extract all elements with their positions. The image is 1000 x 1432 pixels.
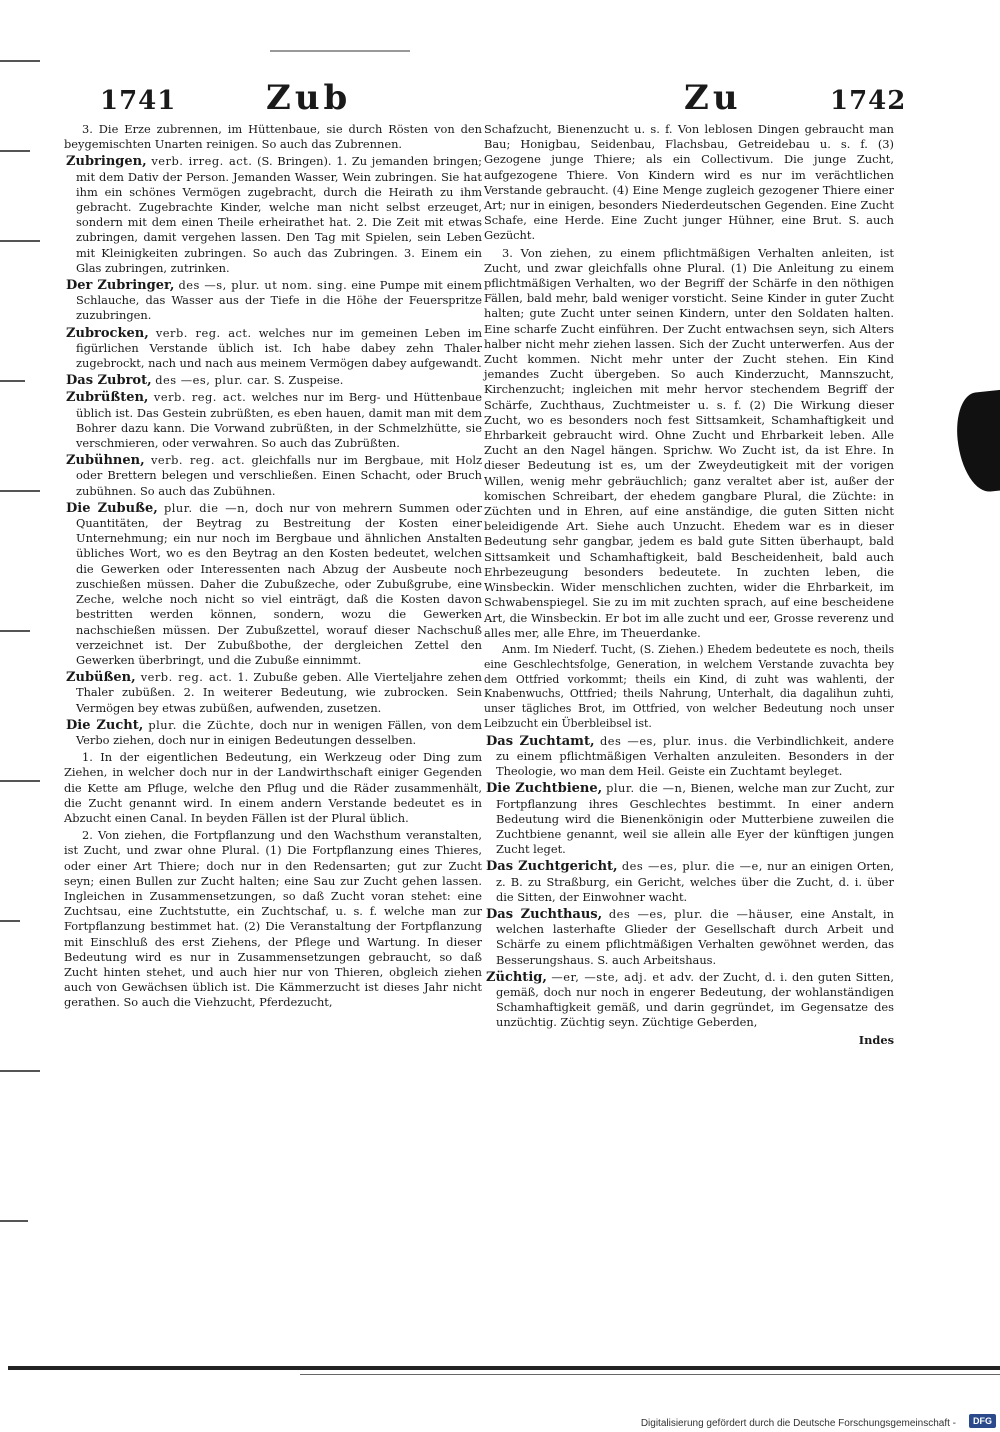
right-catchword: Zu <box>684 78 742 118</box>
bottom-rule-thin <box>300 1374 1000 1375</box>
entry-definition: der Zucht, d. i. den guten Sitten, gemäß, doch nur noch in engerer Bedeutung, der wohlanständigen Schamhaftigkeit gemäß, und darin gegründet, im Gegensatze des unzüchtig. Züchtig seyn. Züchtige Geberden, <box>496 969 894 1030</box>
entry-headword: Zubühnen, <box>66 453 145 469</box>
dictionary-entry <box>64 453 482 499</box>
entry-definition: (S. Bringen). 1. Zu jemanden bringen; mit dem Dativ der Person. Jemanden Wasser, Wein zubringen. Sie hat ihm ein schönes Vermögen zugebracht, durch die Heirath zu ihm gebracht. Zugebrachte Kinder, welche man nicht selbst erzeuget, sondern mit dem einen Theile erheirathet hat. 2. Die Zeit mit etwas zubringen, damit vergehen lassen. Den Tag mit Spielen, sein Leben mit Kleinigkeiten zubringen. So auch das Zubringen. 3. Einem ein Glas zubringen, zutrinken. <box>76 154 483 275</box>
left-page-number: 1741 <box>100 86 177 116</box>
top-rule-mark <box>270 50 410 52</box>
page-catchword: Indes <box>858 1032 894 1047</box>
dictionary-entry <box>484 970 894 1031</box>
entry-sense: 3. Von ziehen, zu einem pflichtmäßigen Verhalten anleiten, ist Zucht, und zwar gleichfalls ohne Plural. (1) Die Anleitung zu einem pflichtmäßigen Verhalten, wo der Begriff der Schärfe in den nöthigen Fällen, bald mehr, bald weniger vorsticht. Seine Kinder in guter Zucht halten; gute Zucht unter seinen Kindern, unter den Soldaten halten. Eine scharfe Zucht einführen. Der Zucht entwachsen seyn, sich Alters halber nicht mehr ziehen lassen. Sich der Zucht unterwerfen. Aus der Zucht kommen. Nicht mehr unter der Zucht stehen. Ein Kind jemandes Zucht übergeben. So auch Kinderzucht, Mannszucht, Kirchenzucht; ingleichen mit mehr hervor stechendem Begriff der Schärfe, Zuchthaus, Zuchtmeister u. s. f. (2) Die Wirkung dieser Zucht, wo es besonders noch fest Sittsamkeit, Schamhaftigkeit und Ehrbarkeit gebraucht wird. Ohne Zucht und Ehrbarkeit leben. Alle Zucht an den Nagel hängen. Sprichw. Wo Zucht ist, da ist Ehre. In dieser Bedeutung ist es, um der Zweydeutigkeit mit der vorigen Willen, wenig mehr gebräuchlich; ganz veraltet aber ist, außer der komischen Schreibart, der ehedem gangbare Plural, die Züchte: in Züchten und in Ehren, auf eine anständige, die guten Sitten nicht beleidigende Art. Siehe auch Unzucht. Ehedem war es in dieser Bedeutung sehr gangbar, jedem es bald gute Sitten überhaupt, bald Sittsamkeit und Schamhaftigkeit, bald Bescheidenheit, bald auch Ehrbezeugung besonders bedeutete. In zuchten leben, die Winsbeckin. Wider menschlichen zuchten, wider die Ehrbarkeit, im Schwabenspiegel. Sie zu im mit zuchten sprach, auf eine bescheidene Art, die Winsbeckin. Er bot im alle zucht und eer, Grosse reverenz und alles mer, alle Ehre, im Theuerdanke. <box>484 245 894 640</box>
dictionary-entry <box>484 734 894 780</box>
entry-grammar: verb. reg. act. <box>155 325 252 340</box>
entry-grammar: verb. reg. act. <box>140 670 233 685</box>
entry-definition: eine Anstalt, in welchen lasterhafte Glieder der Gesellschaft durch Arbeit und Schärfe zu einem pflichtmäßigen Verhalten gewöhnet werden, das Besserungshaus. S. auch Arbeitshaus. <box>496 906 895 967</box>
entry-headword: Zubrüßten, <box>66 390 149 406</box>
entry-grammar: plur. die —n, <box>164 500 250 515</box>
entry-headword: Züchtig, <box>486 969 547 985</box>
dictionary-entry <box>64 501 482 668</box>
entry-grammar: des —es, plur. die —e, <box>621 859 763 874</box>
bottom-rule <box>8 1366 1000 1370</box>
dictionary-entry <box>64 390 482 451</box>
entry-headword: Die Zuchtbiene, <box>486 781 603 797</box>
entry-definition: 1. Zubuße geben. Alle Vierteljahre zehen Thaler zubüßen. 2. In weiterer Bedeutung, wie zubrocken. Sein Vermögen bey etwas zubüßen, aufwenden, zusetzen. <box>76 670 482 715</box>
entry-definition: S. Zuspeise. <box>273 373 344 388</box>
entry-definition: welches nur im gemeinen Leben im figürlichen Verstande üblich ist. Ich habe dabey zehn Thaler zugebrockt, nach und nach aus meinem Vermögen dabey aufgewandt. <box>76 325 483 371</box>
right-column <box>484 122 894 1050</box>
entry-sense: 3. Die Erze zubrennen, im Hüttenbaue, sie durch Rösten von den beygemischten Unarten reinigen. So auch das Zubrennen. <box>64 122 482 152</box>
entry-grammar: des —s, plur. ut nom. sing. <box>178 278 348 293</box>
entry-definition: nur an einigen Orten, z. B. zu Straßburg, ein Gericht, welches über die Zucht, d. i. über die Sitten, der Einwohner wacht. <box>496 859 895 904</box>
entry-headword: Das Zubrot, <box>66 373 152 389</box>
entry-headword: Zubüßen, <box>66 670 136 686</box>
entry-sense: 1. In der eigentlichen Bedeutung, ein Werkzeug oder Ding zum Ziehen, in welcher doch nur in der Landwirthschaft einiger Gegenden die Kette am Pfluge, welche den Pflug und die Räder zusammenhält, die Zucht genannt wird. In einem andern Verstande bedeutet es in Abzucht einen Canal. In beyden Fällen ist der Plural üblich. <box>64 750 482 825</box>
entry-grammar: plur. die —n, <box>606 781 687 796</box>
dictionary-entry <box>64 326 482 372</box>
dictionary-entry <box>64 373 482 388</box>
left-column <box>64 122 482 1013</box>
dictionary-entry <box>64 154 482 276</box>
entry-grammar: verb. reg. act. <box>150 453 246 468</box>
dfg-logo: DFG <box>969 1414 996 1428</box>
entry-definition: doch nur von mehrern Summen oder Quantitäten, der Beytrag zu Bestreitung der Kosten einer Unternehmung; ein nur noch im Bergbaue und ähnlichen Anstalten übliches Wort, wo es den Beytrag an den Kosten bedeutet, welchen die Gewerken oder Interessenten nach Abzug der Ausbeute noch zuschießen müssen. Daher die Zubußzeche, oder Zubußgrube, eine Zeche, welche noch nicht so viel einträgt, daß die Kosten davon bestritten werden können, sondern, wozu die Gewerken nachschießen müssen. Der Zubußzettel, worauf dieser Nachschuß verzeichnet ist. Der Zubußbothe, der dergleichen Zettel den Gewerken überbringt, und die Zubuße einnimmt. <box>76 500 483 667</box>
entry-grammar: des —es, plur. car. <box>155 373 271 388</box>
right-page-number: 1742 <box>830 86 907 116</box>
entry-headword: Das Zuchtgericht, <box>486 859 618 875</box>
entry-sense: Schafzucht, Bienenzucht u. s. f. Von leblosen Dingen gebraucht man Bau; Honigbau, Seidenbau, Flachsbau, Getreidebau u. s. f. (3) Gezogene junge Thiere; als ein Collectivum. Die junge Zucht, aufgezogene Thiere. Von Kindern wird es nur im verächtlichen Verstande gebraucht. (4) Eine Menge zugleich gezogener Thiere einer Art; nur in einigen, besonders Niederdeutschen Gegenden. Eine Zucht Schafe, eine Herde. Eine Zucht junger Hühner, eine Brut. S. auch Gezücht. <box>484 122 894 243</box>
entry-grammar: des —es, plur. inus. <box>600 733 728 748</box>
entry-headword: Das Zuchthaus, <box>486 906 603 922</box>
entry-headword: Zubrocken, <box>66 325 149 341</box>
digitization-credit: Digitalisierung gefördert durch die Deutsche Forschungsgemeinschaft - <box>640 1418 956 1429</box>
entry-headword: Das Zuchtamt, <box>486 733 595 749</box>
entry-headword: Die Zucht, <box>66 717 144 733</box>
entry-grammar: plur. die Züchte, <box>148 717 255 732</box>
dictionary-entry <box>484 859 894 905</box>
entry-definition: eine Pumpe mit einem Schlauche, das Wasser aus der Tiefe in die Höhe der Feuerspritze zuzubringen. <box>76 278 482 323</box>
entry-definition: die Verbindlichkeit, andere zu einem pflichtmäßigen Verhalten anzuleiten. Besonders in der Theologie, wo man dem Heil. Geiste ein Zuchtamt beyleget. <box>496 733 894 779</box>
entry-headword: Der Zubringer, <box>66 278 175 294</box>
dictionary-entry <box>484 907 894 968</box>
dictionary-entry <box>484 781 894 857</box>
entry-headword: Zubringen, <box>66 154 147 170</box>
dictionary-entry <box>64 718 482 748</box>
entry-grammar: verb. reg. act. <box>153 390 247 405</box>
page-edge-shadow <box>0 20 40 1350</box>
entry-grammar: des —es, plur. die —häuser, <box>608 906 794 921</box>
left-catchword: Zub <box>266 78 352 118</box>
entry-definition: Bienen, welche man zur Zucht, zur Fortpflanzung ihres Geschlechtes bestimmt. In einer andern Bedeutung wird die Bienenkönigin oder Mutterbiene zuweilen die Zuchtbiene genannt, weil sie allein alle Eyer der künftigen jungen Zucht leget. <box>496 781 895 857</box>
entry-note: Anm. Im Niederf. Tucht, (S. Ziehen.) Ehedem bedeutete es noch, theils eine Geschlechtsfolge, Generation, in welchem Verstande zuvachta bey dem Ottfried vorkommt; theils ein Kind, di zuht was wahlenti, der Knabenwuchs, Ottfried; theils Nahrung, Unterhalt, dia dagalihun zuhti, unser tägliches Brot, im Ottfried, von welcher Bedeutung noch unser Leibzucht ein Überbleibsel ist. <box>484 642 894 730</box>
dictionary-entry <box>64 670 482 716</box>
entry-definition: welches nur im Berg- und Hüttenbaue üblich ist. Das Gestein zubrüßten, es eben hauen, damit man mit dem Bohrer dazu kann. Die Vorwand zubrüßten, in der Schmelzhütte, sie verschmieren, oder verwahren. So auch das Zubrüßten. <box>76 390 483 451</box>
entry-definition: gleichfalls nur im Bergbaue, mit Holz oder Brettern belegen und verschließen. Einen Schacht, oder Bruch zubühnen. So auch das Zubühnen. <box>76 453 482 498</box>
entry-grammar: verb. irreg. act. <box>151 154 253 169</box>
entry-definition: doch nur in wenigen Fällen, von dem Verbo ziehen, doch nur in einigen Bedeutungen desselben. <box>76 717 482 747</box>
ink-blot <box>953 390 1000 495</box>
entry-sense: 2. Von ziehen, die Fortpflanzung und den Wachsthum veranstalten, ist Zucht, und zwar ohne Plural. (1) Die Fortpflanzung eines Thieres, oder einer Art Thiere; doch nur in den Redensarten; gut zur Zucht seyn; einen Bullen zur Zucht halten; eine Sau zur Zucht gehen lassen. Ingleichen in Zusammensetzungen, so daß Zucht voran stehet: eine Zuchtsau, eine Zuchtstutte, ein Zuchtschaf, u. s. f. welche man zur Fortpflanzung bestimmet hat. (2) Die Veranstaltung der Fortpflanzung mit Einschluß des erst Ziehens, der Pflege und Wartung. In dieser Bedeutung wird es nur in Zusammensetzungen gebraucht, so daß Zucht hinten stehet, und auch hier nur von Thieren, obgleich ziehen auch von Gewächsen üblich ist. Die Kämmerzucht ist dieses Jahr nicht gerathen. So auch die Viehzucht, Pferdezucht, <box>64 828 482 1010</box>
entry-grammar: —er, —ste, adj. et adv. <box>551 969 695 984</box>
dictionary-entry <box>64 278 482 324</box>
entry-headword: Die Zubuße, <box>66 500 158 516</box>
